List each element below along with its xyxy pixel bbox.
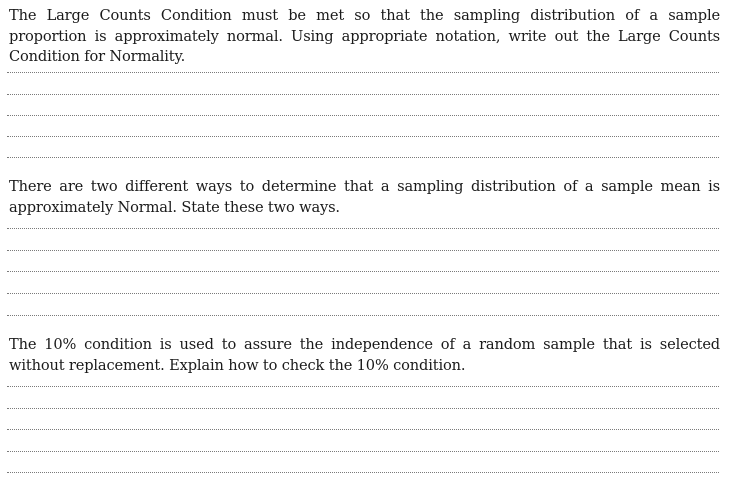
question-3-answer-line[interactable] [7, 472, 719, 473]
question-3-answer-line[interactable] [7, 408, 719, 409]
question-1-answer-line[interactable] [7, 115, 719, 116]
question-1-answer-line[interactable] [7, 136, 719, 137]
question-2-answer-line[interactable] [7, 228, 719, 229]
question-1-answer-line[interactable] [7, 94, 719, 95]
question-2-prompt: There are two different ways to determine that a sampling distribution of a sample mean is approximately Normal. State these two ways. [9, 178, 720, 216]
question-2-answer-line[interactable] [7, 271, 719, 272]
question-2-answer-line[interactable] [7, 293, 719, 294]
question-3-prompt: The 10% condition is used to assure the independence of a random sample that is selected without replacement. Explain how to check the 10% condition. [9, 336, 720, 374]
question-3-answer-line[interactable] [7, 386, 719, 387]
question-3-answer-line[interactable] [7, 451, 719, 452]
question-2-answer-line[interactable] [7, 250, 719, 251]
question-1-answer-line[interactable] [7, 72, 719, 73]
question-1-prompt: The Large Counts Condition must be met so that the sampling distribution of a sample proportion is approximately normal. Using appropriate notation, write out the Large Counts Condition for Normality. [9, 7, 720, 65]
question-3-answer-line[interactable] [7, 429, 719, 430]
question-1-answer-line[interactable] [7, 157, 719, 158]
question-2-answer-line[interactable] [7, 315, 719, 316]
